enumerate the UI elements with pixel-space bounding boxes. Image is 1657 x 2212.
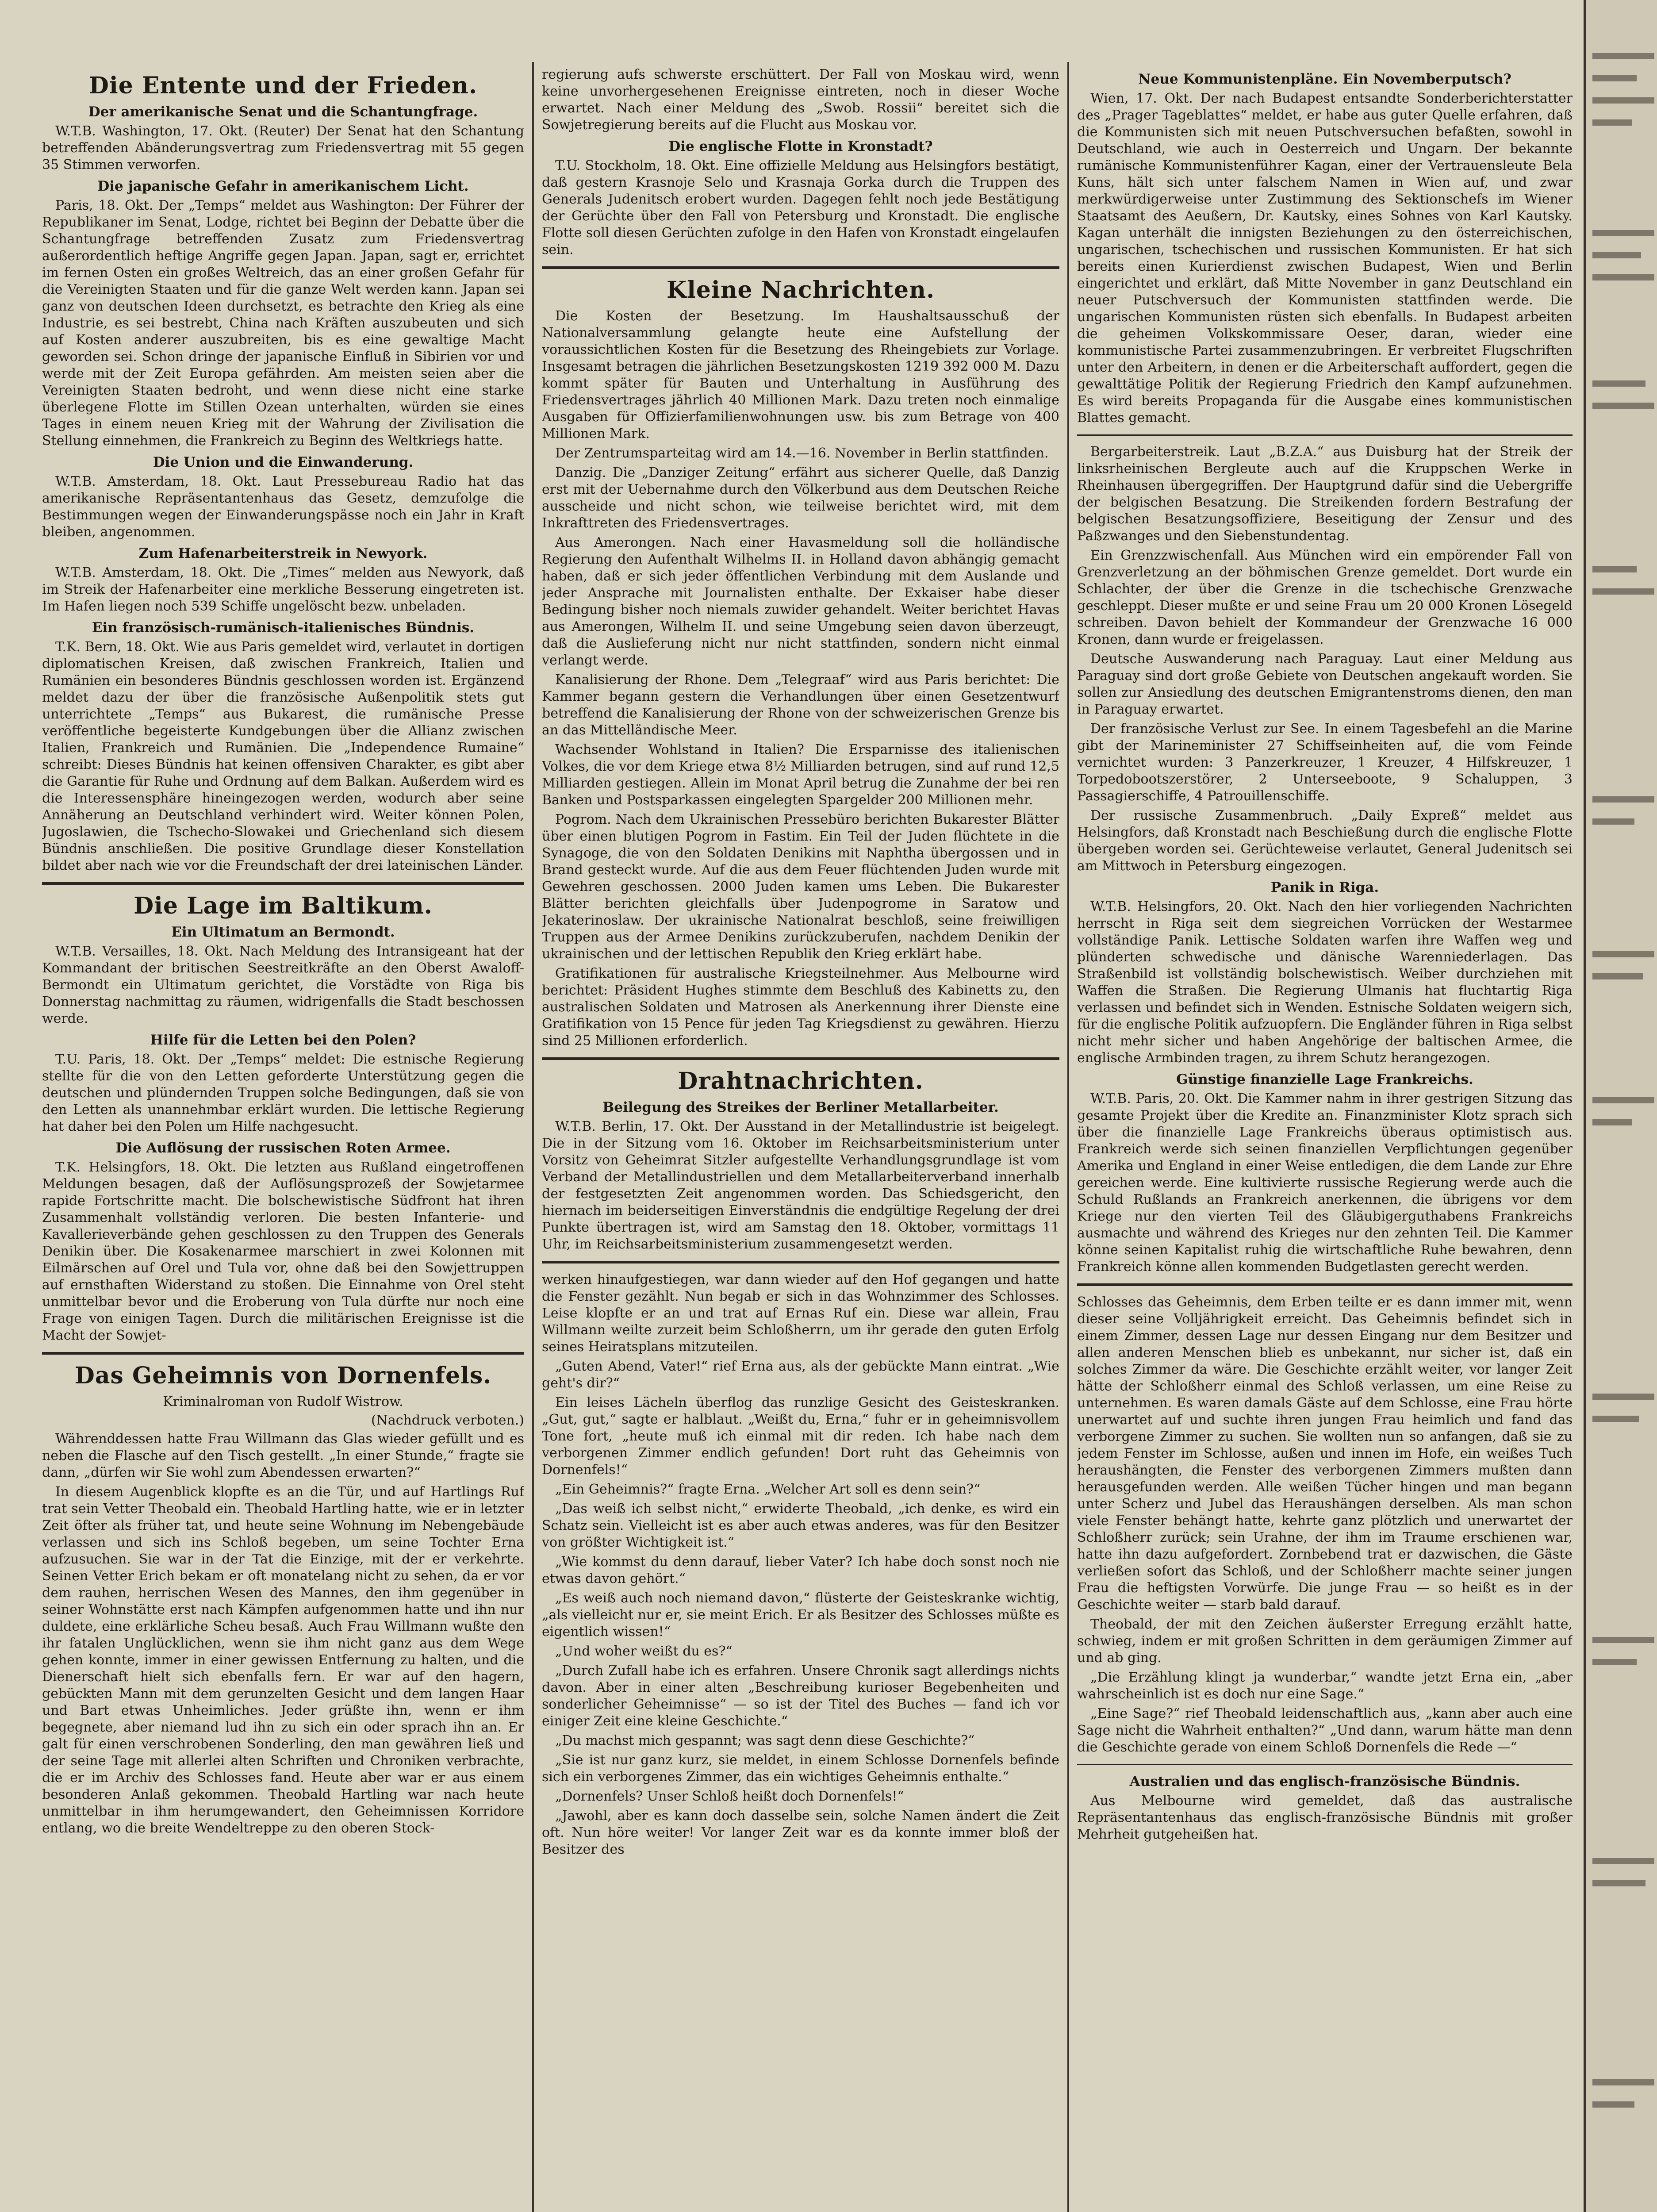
column-2 bbox=[542, 66, 1059, 2212]
headline-baltikum: Die Lage im Baltikum. bbox=[134, 892, 433, 919]
article-text: W.T.B. Washington, 17. Okt. (Reuter) Der Senat hat den Schantung betreffenden Abänderungsvertrag zum Friedensvertrag mit 55 gegen 35 Stimmen verworfen. bbox=[42, 123, 524, 173]
subheadline: Die Union und die Einwanderung. bbox=[153, 454, 414, 470]
reprint-notice: (Nachdruck verboten.) bbox=[371, 1413, 524, 1428]
article-text: Aus Melbourne wird gemeldet, daß das australische Repräsentantenhaus das englisch-französische Bündnis mit großer Mehrheit gutgeheißen hat. bbox=[1077, 1793, 1573, 1842]
column-rule bbox=[532, 62, 534, 2212]
article-text: W.T.B. Helsingfors, 20. Okt. Nach den hier vorliegenden Nachrichten herrscht in Riga seit dem siegreichen Vorrücken der Westarmee vollständige Panik. Lettische Soldaten warfen ihre Waffen weg und plünderten schwedische und dänische Warenniederlagen. Das Straßenbild ist vollständig bolschewistisch. Weiber durchziehen mit Waffen die Straßen. Die Regierung Ulmanis hat fluchtartig Riga verlassen und befindet sich in Wenden. Estnische Soldaten weigern sich, für die englische Politik aufzuopfern. Die Engländer führen in Riga selbst nicht mehr sicher und haben Angehörige der baltischen Armee, die englische Armbinden tragen, zu ihrem Schutz herangezogen. bbox=[1077, 899, 1573, 1066]
novel-text: „Dornenfels? Unser Schloß heißt doch Dornenfels!“ bbox=[555, 1789, 904, 1804]
subheadline: Neue Kommunistenpläne. Ein Novemberputsch? bbox=[1138, 71, 1511, 87]
column-3 bbox=[1077, 66, 1573, 2212]
novel-text: „Durch Zufall habe ich es erfahren. Unsere Chronik sagt allerdings nichts davon. Aber in einer alten „Beschreibung kurioser Begebenheiten und sonderlicher Geheimnisse“ — so ist der Titel des Buches — fand ich vor einiger Zeit eine kleine Geschichte.“ bbox=[542, 1663, 1059, 1729]
subheadline: Der amerikanische Senat und die Schantungfrage. bbox=[88, 104, 478, 120]
article-text: regierung aufs schwerste erschüttert. Der Fall von Moskau wird, wenn keine unvorhergesehenen Ereignisse eintreten, noch in dieser Woche erwartet. Nach einer Meldung des „Swob. Rossii“ bereitet sich die Sowjetregierung bereits auf die Flucht aus Moskau vor. bbox=[542, 67, 1059, 133]
headline-drahtnachrichten: Drahtnachrichten. bbox=[678, 1068, 924, 1094]
column-1 bbox=[42, 66, 524, 2212]
novel-text: In diesem Augenblick klopfte es an die Tür, und auf Hartlings Ruf trat sein Vetter Theobald ein. Theobald Hartling hatte, wie er in letzter Zeit öfter als früher tat, und heute seine Wohnung im Nebengebäude verlassen und sich ins Schloß begeben, um seine Tochter Erna aufzusuchen. Sie war in der Tat die Einzige, mit der er verkehrte. Seinen Vetter Erich bekam er oft monatelang nicht zu sehen, da er vor dem rauhen, herrischen Wesen des Mannes, den ihm gegenüber in seiner Wohnstätte erst nach Kämpfen aufgenommen hatte und ihn nur duldete, eine erklärliche Scheu besaß. Auch Frau Willmann wußte den ihr fatalen Unglücklichen, wenn sie ihm nicht ganz aus dem Wege gehen konnte, immer in einer gewissen Entfernung zu halten, und die Dienerschaft hielt sich ebenfalls fern. Er war auf den hagern, gebückten Mann mit dem gerunzelten Gesicht und dem langen Haar und Bart etwas Unheimliches. Jeder grüßte ihn, wenn er ihm begegnete, aber niemand lud ihn zu sich ein oder sprach ihn an. Er galt für einen verschrobenen Sonderling, den man gewähren ließ und der seine Tage mit allerlei alten Schriften und Chroniken verbrachte, die er im Archiv des Schlosses fand. Heute aber war er aus einem besonderen Anlaß gekommen. Theobald Hartling war nach heute unmittelbar in ihm herumgewandert, den Geheimnissen Korridore entlang, wo die breite Wendeltreppe zu den oberen Stock- bbox=[42, 1484, 524, 1836]
subheadline: Zum Hafenarbeiterstreik in Newyork. bbox=[138, 545, 428, 561]
news-item: Deutsche Auswanderung nach Paraguay. Laut einer Meldung aus Paraguay sind dort große Gebiete von Deutschen angekauft worden. Sie sollen zur Ansiedlung des deutschen Emigrantenstroms dienen, den man in Paraguay erwartet. bbox=[1077, 651, 1573, 717]
news-item: Danzig. Die „Danziger Zeitung“ erfährt aus sicherer Quelle, daß Danzig erst mit der Uebernahme durch den Völkerbund aus dem Deutschen Reiche ausscheide und nicht schon, wie teilweise berichtet wird, mit dem Inkrafttreten des Friedensvertrages. bbox=[542, 465, 1059, 531]
section-rule bbox=[542, 266, 1059, 269]
subheadline: Hilfe für die Letten bei den Polen? bbox=[150, 1032, 416, 1048]
headline-entente: Die Entente und der Frieden. bbox=[88, 72, 478, 99]
headline-kleine-nachrichten: Kleine Nachrichten. bbox=[666, 276, 935, 303]
section-rule bbox=[542, 1261, 1059, 1263]
novel-text: „Ein Geheimnis?“ fragte Erna. „Welcher Art soll es denn sein?“ bbox=[555, 1482, 981, 1497]
subheadline: Australien und das englisch-französische Bündnis. bbox=[1129, 1774, 1520, 1790]
news-item: Der Zentrumsparteitag wird am 14.—16. November in Berlin stattfinden. bbox=[555, 445, 1049, 461]
article-text: W.T.B. Amsterdam, 18. Okt. Die „Times“ melden aus Newyork, daß im Streik der Hafenarbeiter eine merkliche Besserung eingetreten ist. Im Hafen liegen noch 539 Schiffe ungelöscht bezw. unbeladen. bbox=[42, 565, 524, 614]
news-item: Ein Grenzzwischenfall. Aus München wird ein empörender Fall von Grenzverletzung an der böhmischen Grenze gemeldet. Dort wurde ein Schlachter, der über die Grenze in die tschechische Grenzwache geschleppt. Dieser mußte er und seine Frau um 20 000 Kronen Lösegeld schreiben. Davon behielt der Kommandeur der Grenzwache 16 000 Kronen, dann wurde er freigelassen. bbox=[1077, 548, 1573, 647]
news-item: Gratifikationen für australische Kriegsteilnehmer. Aus Melbourne wird berichtet: Präsident Hughes stimmte dem Beschluß des Kabinetts zu, den australischen Soldaten und Matrosen als Anerkennung ihrer Dienste eine Gratifikation von 15 Pence für jeden Tag Kriegsdienst zu gewähren. Hierzu sind 25 Millionen erforderlich. bbox=[542, 966, 1059, 1048]
section-rule bbox=[1077, 1764, 1573, 1765]
novel-text: „Guten Abend, Vater!“ rief Erna aus, als der gebückte Mann eintrat. „Wie geht's dir?“ bbox=[542, 1359, 1059, 1391]
article-text: W.T.B. Paris, 20. Okt. Die Kammer nahm in ihrer gestrigen Sitzung das gesamte Projekt über die Kredite an. Finanzminister Klotz sprach sich über die finanzielle Lage Frankreichs überaus optimistisch aus. Frankreich werde sich seinen finanziellen Verpflichtungen gegenüber Amerika und England in einer Weise entledigen, die dem Lande zur Ehre gereichen werde. Eine kultivierte russische Regierung werde auch die Schuld Rußlands an Frankreich anerkennen, die übrigens vor dem Kriege nur den vierten Teil des Gläubigerguthabens Frankreichs ausmachte und während des Krieges nur den zehnten Teil. Die Kammer könne seinen Kapitalist ruhig die wirtschaftliche Ruhe bewahren, denn Frankreich könne allen kommenden Budgetlasten gerecht werden. bbox=[1077, 1091, 1573, 1275]
section-rule bbox=[1077, 434, 1573, 436]
article-text: Wien, 17. Okt. Der nach Budapest entsandte Sonderberichterstatter des „Prager Tageblattes“ meldet, er habe aus guter Quelle erfahren, daß die Kommunisten sich mit neuen Putschversuchen befaßten, sowohl in Deutschland, wie auch in Oesterreich und Ungarn. Der bekannte rumänische Kommunistenführer Kagan, einer der Vertrauensleute Bela Kuns, hält sich unter falschem Namen in Wien auf, und zwar merkwürdigerweise unter Zustimmung des Sektionschefs im Wiener Staatsamt des Aeußern, Dr. Kautsky, eines Sohnes von Karl Kautsky. Kagan unterhält die innigsten Beziehungen zu den österreichischen, ungarischen, tschechischen und russischen Kommunisten. Er hat sich bereits einen Kurierdienst zwischen Budapest, Wien und Berlin eingerichtet und erklärt, daß Mitte November in ganz Deutschland ein neuer Putschversuch der Kommunisten stattfinden werde. Die ungarischen Kommunisten rüsten sich ebenfalls. In Budapest arbeiten die geheimen Volkskommissare Oeser, daran, wieder eine kommunistische Partei zusammenzubringen. Er verbreitet Flugschriften unter den Arbeitern, in denen er die Arbeiterschaft auffordert, gegen die gewalttätige Politik der Regierung Friedrich den Kampf aufzunehmen. Es wird bereits Propaganda für die Ausgabe eines kommunistischen Blattes gemacht. bbox=[1077, 91, 1573, 426]
novel-text: Theobald, der mit den Zeichen äußerster Erregung erzählt hatte, schwieg, indem er mit großen Schritten in dem geräumigen Zimmer auf und ab ging. bbox=[1077, 1617, 1573, 1666]
article-text: T.U. Stockholm, 18. Okt. Eine offizielle Meldung aus Helsingfors bestätigt, daß gestern Krasnoje Selo und Krasnaja Gorka durch die Truppen des Generals Judenitsch erobert wurden. Dagegen fehlt noch jede Bestätigung der Gerüchte über den Fall von Petersburg und Kronstadt. Die englische Flotte soll diesen Gerüchten zufolge in den Hafen von Kronstadt eingelaufen sein. bbox=[542, 158, 1059, 257]
news-item: Aus Amerongen. Nach einer Havasmeldung soll die holländische Regierung den Aufenthalt Wilhelms II. in Holland davon abhängig gemacht haben, daß er sich jeder öffentlichen Verbindung mit dem Auslande und jeder Ansprache mit Journalisten enthalte. Der Exkaiser habe dieser Bedingung bisher noch niemals zuwider gehandelt. Weiter berichtet Havas aus Amerongen, Wilhelm II. und seine Umgebung seien davon überzeugt, daß die Auslieferung nicht nur nicht stattfinden, sondern nicht einmal verlangt werde. bbox=[542, 535, 1059, 668]
subheadline: Die Auflösung der russischen Roten Armee. bbox=[115, 1140, 451, 1156]
news-item: Der französische Verlust zur See. In einem Tagesbefehl an die Marine gibt der Marineminister 27 Schiffseinheiten auf, die vom Feinde vernichtet wurden: 3 Panzerkreuzer, 1 Kreuzer, 4 Hilfskreuzer, 1 Torpedobootszerstörer, 2 Unterseeboote, 9 Schaluppen, 3 Passagierschiffe, 4 Patrouillenschiffe. bbox=[1077, 721, 1573, 804]
section-rule bbox=[42, 1352, 524, 1355]
article-text: T.U. Paris, 18. Okt. Der „Temps“ meldet: Die estnische Regierung stellte für die von den Letten geforderte Unterstützung gegen die deutschen und plündernden Truppen solche Bedingungen, daß sie von den Letten als unannehmbar erklärt wurden. Die lettische Regierung hat daher bei den Polen um Hilfe nachgesucht. bbox=[42, 1052, 524, 1134]
subheadline: Die japanische Gefahr in amerikanischem Licht. bbox=[97, 178, 469, 194]
novel-byline: Kriminalroman von Rudolf Wistrow. bbox=[163, 1394, 403, 1409]
subheadline: Ein französisch-rumänisch-italienisches Bündnis. bbox=[92, 620, 475, 636]
article-text: W.T.B. Versailles, 18. Okt. Nach Meldung des Intransigeant hat der Kommandant der britischen Seestreitkräfte an den Oberst Awaloff-Bermondt ein Ultimatum gerichtet, die Vorstädte von Riga bis Donnerstag nachmittag zu räumen, widrigenfalls die Stadt beschossen werde. bbox=[42, 944, 524, 1026]
novel-text: „Eine Sage?“ rief Theobald leidenschaftlich aus, „kann aber auch eine Sage nicht die Wahrheit enthalten?“ „Und dann, warum hätte man denn die Geschichte gerade von einem Schloß Dornenfels die Rede —“ bbox=[1077, 1706, 1573, 1755]
subheadline: Ein Ultimatum an Bermondt. bbox=[171, 924, 395, 940]
news-item: Die Kosten der Besetzung. Im Haushaltsausschuß der Nationalversammlung gelangte heute eine Aufstellung der voraussichtlichen Kosten für die Besetzung des Rheingebiets zur Vorlage. Insgesamt betragen die jährlichen Besetzungskosten 1219 392 000 M. Dazu kommt später für Bauten und Unterhaltung in Ausführung des Friedensvertrages jährlich 40 Millionen Mark. Dazu treten noch einmalige Ausgaben für Offizierfamilienwohnungen usw. bis zum Betrage von 400 Millionen Mark. bbox=[542, 308, 1059, 442]
novel-text: Ein leises Lächeln überflog das runzlige Gesicht des Geisteskranken. „Gut, gut,“ sagte er halblaut. „Weißt du, Erna,“ fuhr er in geheimnisvollem Tone fort, „heute muß ich einmal mit dir reden. Ich habe nach dem verborgenen Zimmer endlich gefunden! Dort ruht das Geheimnis von Dornenfels!“ bbox=[542, 1395, 1059, 1478]
novel-text: „Die Erzählung klingt ja wunderbar,“ wandte jetzt Erna ein, „aber wahrscheinlich ist es doch nur eine Sage.“ bbox=[1077, 1670, 1573, 1702]
adjacent-page-edge bbox=[1584, 0, 1657, 2212]
novel-text: „Und woher weißt du es?“ bbox=[555, 1644, 733, 1659]
subheadline: Panik in Riga. bbox=[1270, 879, 1379, 895]
novel-text: „Du machst mich gespannt; was sagt denn diese Geschichte?“ bbox=[555, 1733, 975, 1748]
novel-text: „Das weiß ich selbst nicht,“ erwiderte Theobald, „ich denke, es wird ein Schatz sein. Vielleicht ist es aber auch etwas anderes, was für den Besitzer von größter Wichtigkeit ist.“ bbox=[542, 1501, 1059, 1550]
headline-geheimnis: Das Geheimnis von Dornenfels. bbox=[74, 1362, 492, 1389]
article-text: T.K. Bern, 18. Okt. Wie aus Paris gemeldet wird, verlautet in dortigen diplomatischen Kreisen, daß zwischen Frankreich, Italien und Rumänien ein besonderes Bündnis geschlossen worden ist. Ergänzend meldet dazu der über die französische Außenpolitik stets gut unterrichtete „Temps“ aus Bukarest, die rumänische Presse veröffentliche begeisterte Kundgebungen über die Allianz zwischen Italien, Frankreich und Rumänien. Die „Independence Rumaine“ schreibt: Dieses Bündnis hat keinen offensiven Charakter, es gibt aber die Garantie für Ruhe und Ordnung auf dem Balkan. Außerdem wird es die Interessensphäre hineingezogen werden, wodurch aber seine Annäherung an Deutschland verhindert wird. Weiter können Polen, Jugoslawien, die Tschecho-Slowakei und Griechenland sich diesem Bündnis anschließen. Die positive Grundlage dieser Konstellation bildet aber nach wie vor die Freundschaft der drei lateinischen Länder. bbox=[42, 639, 524, 873]
novel-text: „Sie ist nur ganz kurz, sie meldet, in einem Schlosse Dornenfels befinde sich ein verborgenes Zimmer, das ein wichtiges Geheimnis enthalte.“ bbox=[542, 1752, 1059, 1785]
novel-text: „Wie kommst du denn darauf, lieber Vater? Ich habe doch sonst noch nie etwas davon gehört.“ bbox=[542, 1554, 1059, 1586]
novel-text: „Jawohl, aber es kann doch dasselbe sein, solche Namen ändert die Zeit oft. Nun höre weiter! Vor langer Zeit war es da konnte immer bloß der Besitzer des bbox=[542, 1808, 1059, 1857]
novel-text: Schlosses das Geheimnis, dem Erben teilte er es dann immer mit, wenn dieser seine Volljährigkeit erreicht. Das Geheimnis befindet sich in einem Zimmer, dessen Lage nur dessen Eingang nur dem Besitzer und allen anderen Menschen blieb es unbekannt, nur sicher ist, daß ein solches Zimmer da wäre. Die Geschichte erzählt weiter, vor langer Zeit hätte der Schloßherr einmal des Schloß verlassen, um eine Reise zu unternehmen. Es waren damals Gäste auf dem Schlosse, eine Frau hörte unerwartet auf und suchte ihren jungen Frau heimlich und fand das verborgene Zimmer zu suchen. Sie wollten nun so anfangen, daß sie zu jedem Fenster im Schlosse, außen und innen im Hofe, ein weißes Tuch heraushängten, die Fenster des verborgenen Zimmers mußten dann herausgefunden werden. Alle weißen Tücher hingen und man begann unter Scherz und Jubel das Heraushängen derselben. Als man schon viele Fenster behängt hatte, kehrte ganz plötzlich und unerwartet der Schloßherr zurück; sein Urahne, der ihm im Traume erschienen war, hatte ihn dazu aufgefordert. Zornbebend trat er dazwischen, die Gäste verließen sofort das Schloß, und der Schloßherr machte seiner jungen Frau die heftigsten Vorwürfe. Die junge Frau — so heißt es in der Geschichte weiter — starb bald darauf. bbox=[1077, 1294, 1573, 1613]
news-item: Der russische Zusammenbruch. „Daily Expreß“ meldet aus Helsingfors, daß Kronstadt nach Beschießung durch die englische Flotte übergeben worden sei. Gerüchteweise verlautet, General Judenitsch sei am Mittwoch in Petersburg eingezogen. bbox=[1077, 808, 1573, 874]
novel-text: „Es weiß auch noch niemand davon,“ flüsterte der Geisteskranke wichtig, „als vielleicht nur er, sie meint Erich. Er als Besitzer des Schlosses müßte es eigentlich wissen!“ bbox=[542, 1590, 1059, 1640]
news-item: Bergarbeiterstreik. Laut „B.Z.A.“ aus Duisburg hat der Streik der linksrheinischen Bergleute auch auf die Kruppschen Werke in Rheinhausen übergegriffen. Der Hauptgrund dafür sind die Uebergriffe der belgischen Besatzung. Die Streikenden fordern Bestrafung der belgischen Besatzungsoffiziere, Beseitigung der Zensur und des Paßzwanges und den Siebenstundentag. bbox=[1077, 444, 1573, 544]
article-text: Paris, 18. Okt. Der „Temps“ meldet aus Washington: Der Führer der Republikaner im Senat, Lodge, richtet bei Beginn der Debatte über die Schantungfrage betreffenden Zusatz zum Friedensvertrag außerordentlich heftige Angriffe gegen Japan. Japan, sagt er, errichtet im fernen Osten ein großes Weltreich, das an einer großen Gefahr für die Vereinigten Staaten und für die ganze Welt werden kann. Japan sei ganz von deutschen Ideen durchsetzt, es betrachte den Krieg als eine Industrie, es sei bestrebt, China nach Kräften auszubeuten und sich auf Kosten anderer auszubreiten, bis es eine gewaltige Macht geworden sei. Schon dringe der japanische Einfluß in Sibirien vor und werde mit der Zeit Europa gefährden. Am meisten seien aber die Vereinigten Staaten bedroht, und wenn diese nicht eine starke überlegene Flotte im Stillen Ozean unterhalten, würden sie eines Tages in einem neuen Krieg mit der Wahrung der Zivilisation die Stellung einnehmen, die Frankreich zu Beginn des Weltkriegs hatte. bbox=[42, 198, 524, 449]
subheadline: Beilegung des Streikes der Berliner Metallarbeiter. bbox=[602, 1099, 999, 1115]
section-rule bbox=[1077, 1283, 1573, 1286]
article-text: T.K. Helsingfors, 18. Okt. Die letzten aus Rußland eingetroffenen Meldungen besagen, daß der Auflösungsprozeß der Sowjetarmee rapide Fortschritte macht. Die bolschewistische Südfront hat ihren Zusammenhalt vollständig verloren. Die besten Infanterie- und Kavallerieverbände gehen geschlossen zu den Truppen des Generals Denikin über. Die Kosakenarmee marschiert in zwei Kolonnen mit Eilmärschen auf Orel und Tula vor, ohne daß bei den Sowjettruppen auf ernsthaften Widerstand zu stoßen. Die Einnahme von Orel steht unmittelbar bevor und die Eroberung von Tula dürfte nur noch eine Frage von einigen Tagen. Durch die militärischen Ereignisse ist die Macht der Sowjet- bbox=[42, 1160, 524, 1343]
news-item: Pogrom. Nach dem Ukrainischen Pressebüro berichten Bukarester Blätter über einen blutigen Pogrom in Fastim. Ein Teil der Juden flüchtete in die Synagoge, die von den Soldaten Denikins mit Naphtha übergossen und in Brand gesteckt wurde. Auf die aus dem Feuer flüchtenden Juden wurde mit Gewehren geschossen. 2000 Juden kamen ums Leben. Die Bukarester Blätter berichten gleichfalls über Judenpogrome in Saratow und Jekaterinoslaw. Der ukrainische Nationalrat beschloß, seine freiwilligen Truppen aus der Armee Denikins zurückzuberufen, nachdem Denikin der ukrainischen und der lettischen Republik den Krieg erklärt habe. bbox=[542, 812, 1059, 962]
article-text: W.T.B. Berlin, 17. Okt. Der Ausstand in der Metallindustrie ist beigelegt. Die in der Sitzung vom 16. Oktober im Reichsarbeitsministerium unter Vorsitz von Geheimrat Sitzler aufgestellte Verhandlungsgrundlage ist vom Verband der Metallindustriellen und dem Metallarbeiterverband innerhalb der festgesetzten Zeit angenommen worden. Das Schiedsgericht, den hiernach im beiderseitigen Einverständnis die endgültige Regelung der drei Punkte übertragen ist, wird am Samstag den 18. Oktober, vormittags 11 Uhr, im Reichsarbeitsministerium zusammengesetzt werden. bbox=[542, 1119, 1059, 1252]
section-rule bbox=[42, 882, 524, 885]
column-rule bbox=[1067, 62, 1069, 2212]
news-item: Kanalisierung der Rhone. Dem „Telegraaf“ wird aus Paris berichtet: Die Kammer begann gestern die Verhandlungen über einen Gesetzentwurf betreffend die Kanalisierung der Rhone von der schweizerischen Grenze bis an das Mittelländische Meer. bbox=[542, 672, 1059, 738]
novel-text: werken hinaufgestiegen, war dann wieder auf den Hof gegangen und hatte die Fenster gezählt. Nun begab er sich in das Wohnzimmer des Schlosses. Leise klopfte er an und trat auf Ernas Ruf ein. Diese war allein, Frau Willmann weilte zurzeit beim Schloßherrn, um ihr gerade den guten Erfolg seines Heiratsplans mitzuteilen. bbox=[542, 1272, 1059, 1355]
section-rule bbox=[542, 1057, 1059, 1060]
article-text: W.T.B. Amsterdam, 18. Okt. Laut Pressebureau Radio hat das amerikanische Repräsentantenhaus das Gesetz, demzufolge die Bestimmungen wegen der Einwanderungspässe noch ein Jahr in Kraft bleiben, angenommen. bbox=[42, 474, 524, 540]
news-item: Wachsender Wohlstand in Italien? Die Ersparnisse des italienischen Volkes, die vor dem Kriege etwa 8½ Milliarden betrugen, sind auf rund 12,5 Milliarden gestiegen. Allein im Monat April betrug die Zunahme der bei ren Banken und Postsparkassen eingelegten Spargelder 200 Millionen mehr. bbox=[542, 742, 1059, 808]
novel-text: Währenddessen hatte Frau Willmann das Glas wieder gefüllt und es neben die Flasche auf den Tisch gestellt. „In einer Stunde,“ fragte sie dann, „dürfen wir Sie wohl zum Abendessen erwarten?“ bbox=[42, 1431, 524, 1480]
subheadline: Günstige finanzielle Lage Frankreichs. bbox=[1176, 1071, 1473, 1087]
subheadline: Die englische Flotte in Kronstadt? bbox=[668, 138, 933, 154]
